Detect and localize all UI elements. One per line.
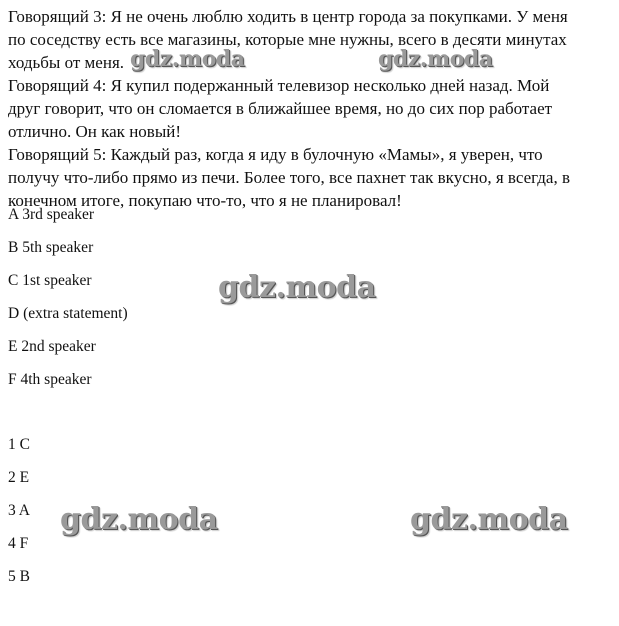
option-d: D (extra statement)	[8, 305, 128, 322]
option-e: E 2nd speaker	[8, 338, 96, 355]
text-line: Говорящий 4: Я купил подержанный телевизор несколько дней назад. Мой	[8, 76, 550, 95]
text-line: отлично. Он как новый!	[8, 122, 181, 141]
text-line: ходьбы от меня.	[8, 53, 125, 72]
watermark: gdz.moda	[60, 502, 218, 537]
text-line: Говорящий 5: Каждый раз, когда я иду в булочную «Мамы», я уверен, что	[8, 145, 543, 164]
answer-2: 2 E	[8, 469, 30, 486]
answer-4: 4 F	[8, 535, 29, 552]
text-line: конечном итоге, покупаю что-то, что я не планировал!	[8, 191, 402, 210]
watermark: gdz.moda	[378, 46, 493, 72]
option-a: A 3rd speaker	[8, 206, 95, 223]
answer-1: 1 C	[8, 436, 30, 453]
text-line: Говорящий 3: Я не очень люблю ходить в центр города за покупками. У меня	[8, 7, 568, 26]
text-line: по соседству есть все магазины, которые мне нужны, всего в десяти минутах	[8, 30, 567, 49]
watermark: gdz.moda	[410, 502, 568, 537]
answer-3: 3 A	[8, 502, 30, 519]
text-line: друг говорит, что он сломается в ближайшее время, но до сих пор работает	[8, 99, 553, 118]
watermark: gdz.moda	[218, 270, 376, 305]
watermark: gdz.moda	[130, 46, 245, 72]
option-f: F 4th speaker	[8, 371, 92, 388]
answer-5: 5 B	[8, 568, 30, 585]
speaker-text	[8, 5, 618, 212]
option-b: B 5th speaker	[8, 239, 94, 256]
text-line: получу что-либо прямо из печи. Более того, все пахнет так вкусно, я всегда, в	[8, 168, 570, 187]
option-c: C 1st speaker	[8, 272, 92, 289]
